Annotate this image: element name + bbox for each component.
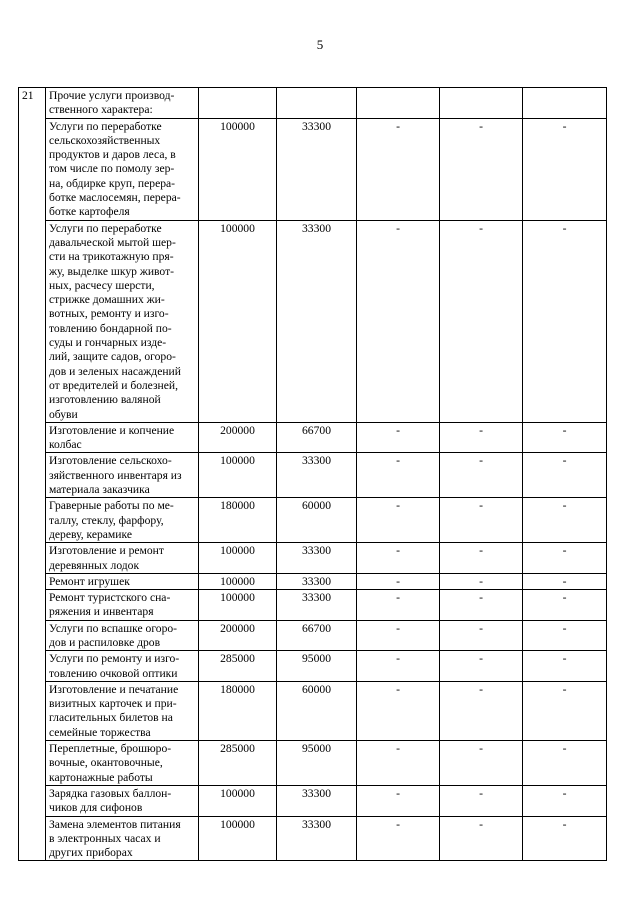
value-cell-2: 66700 <box>277 620 357 651</box>
table-row <box>19 590 607 621</box>
value-cell-2: 60000 <box>277 681 357 740</box>
value-cell-5: - <box>523 620 607 651</box>
value-cell-1: 200000 <box>199 422 277 453</box>
service-name-cell <box>46 453 199 498</box>
value-cell-5: - <box>523 453 607 498</box>
service-name-cell <box>46 498 199 543</box>
value-cell-3: - <box>357 498 440 543</box>
table-row <box>19 785 607 816</box>
service-name: Услуги по ремонту и изго- товлению очковой оптики <box>49 652 180 680</box>
service-name: Замена элементов питания в электронных часах и других приборах <box>49 817 181 860</box>
table-row <box>19 118 607 220</box>
value-cell-4: - <box>440 498 523 543</box>
value-cell-5: - <box>523 543 607 574</box>
value-cell-4: - <box>440 422 523 453</box>
value-cell-3: - <box>357 573 440 589</box>
value-cell-5: - <box>523 741 607 786</box>
value-cell-5: - <box>523 816 607 861</box>
value-cell-3: - <box>357 422 440 453</box>
value-cell-2: 33300 <box>277 543 357 574</box>
value-cell-1: 100000 <box>199 118 277 220</box>
service-name: Ремонт туристского сна- ряжения и инвентаря <box>49 591 171 619</box>
table-row <box>19 220 607 422</box>
value-cell-3: - <box>357 651 440 682</box>
value-cell-4: - <box>440 785 523 816</box>
value-cell-3: - <box>357 220 440 422</box>
value-cell-5: - <box>523 422 607 453</box>
service-name-cell <box>46 573 199 589</box>
value-cell-1: 285000 <box>199 651 277 682</box>
value-cell-4: - <box>440 118 523 220</box>
value-cell-1: 200000 <box>199 620 277 651</box>
value-cell-5: - <box>523 681 607 740</box>
table-row <box>19 816 607 861</box>
service-name: Зарядка газовых баллон- чиков для сифонов <box>49 786 172 815</box>
value-cell-4: - <box>440 741 523 786</box>
value-cell-2: 60000 <box>277 498 357 543</box>
table-row <box>19 651 607 682</box>
service-name-cell <box>46 543 199 574</box>
group-title-text: Прочие услуги производ- ственного характера: <box>49 89 175 117</box>
service-name-cell <box>46 816 199 861</box>
service-name: Переплетные, брошюро- вочные, окантовочные, картонажные работы <box>49 742 172 784</box>
row-number: 21 <box>19 88 46 861</box>
service-name-cell <box>46 590 199 621</box>
service-name-cell <box>46 785 199 816</box>
table-row <box>19 422 607 453</box>
service-name-cell <box>46 220 199 422</box>
value-cell-4: - <box>440 590 523 621</box>
value-cell-5: - <box>523 498 607 543</box>
value-cell-3: - <box>357 543 440 574</box>
value-cell-3: - <box>357 453 440 498</box>
value-cell-1: 100000 <box>199 816 277 861</box>
service-name-cell <box>46 681 199 740</box>
value-cell-5: - <box>523 220 607 422</box>
value-cell-5: - <box>523 573 607 589</box>
value-cell-1: 100000 <box>199 573 277 589</box>
value-cell-4: - <box>440 816 523 861</box>
services-table <box>18 87 607 861</box>
value-cell-2: 33300 <box>277 118 357 220</box>
value-cell-2: 33300 <box>277 220 357 422</box>
value-cell-3: - <box>357 741 440 786</box>
service-name: Услуги по переработке давальческой мытой шер- сти на трикотажную пря- жу, выделке шкур живот- ных, расчесу шерсти, стрижке домашних жи- вотных, ремонту и изго- товлению бондарной по- суды и гончарных изде- лий, защите садов, огоро- дов и зеленых насаждений от вредителей и болезней, изготовлению валяной обуви <box>49 221 181 421</box>
table-row <box>19 681 607 740</box>
value-cell-2: 95000 <box>277 651 357 682</box>
value-cell-2: 33300 <box>277 816 357 861</box>
page-number: 5 <box>316 37 324 52</box>
service-name: Услуги по переработке сельскохозяйственных продуктов и даров леса, в том числе по помолу зер- на, обдирке круп, перера- ботке маслосемян, перера- ботке картофеля <box>49 119 181 219</box>
table-row <box>19 498 607 543</box>
service-name: Ремонт игрушек <box>49 574 130 588</box>
value-cell-2: 66700 <box>277 422 357 453</box>
value-cell-1: 180000 <box>199 681 277 740</box>
value-cell-4: - <box>440 620 523 651</box>
value-cell-4: - <box>440 453 523 498</box>
value-cell-3: - <box>357 816 440 861</box>
service-name-cell <box>46 651 199 682</box>
table-row <box>19 620 607 651</box>
value-cell-2: 95000 <box>277 741 357 786</box>
value-cell-1: 100000 <box>199 453 277 498</box>
value-cell-1: 100000 <box>199 543 277 574</box>
value-cell-1: 285000 <box>199 741 277 786</box>
table-row <box>19 543 607 574</box>
service-name-cell <box>46 118 199 220</box>
service-name: Изготовление и печатание визитных карточек и при- гласительных билетов на семейные торжества <box>49 682 179 739</box>
empty-cell <box>440 88 523 119</box>
value-cell-3: - <box>357 620 440 651</box>
value-cell-5: - <box>523 590 607 621</box>
value-cell-5: - <box>523 651 607 682</box>
value-cell-1: 100000 <box>199 785 277 816</box>
group-header-row <box>19 88 607 119</box>
value-cell-4: - <box>440 651 523 682</box>
table-row <box>19 573 607 589</box>
value-cell-2: 33300 <box>277 590 357 621</box>
service-name: Граверные работы по ме- таллу, стеклу, фарфору, дереву, керамике <box>49 499 174 541</box>
value-cell-1: 180000 <box>199 498 277 543</box>
empty-cell <box>277 88 357 119</box>
group-title <box>46 88 199 119</box>
value-cell-4: - <box>440 573 523 589</box>
value-cell-2: 33300 <box>277 453 357 498</box>
value-cell-4: - <box>440 220 523 422</box>
value-cell-3: - <box>357 590 440 621</box>
value-cell-4: - <box>440 681 523 740</box>
value-cell-2: 33300 <box>277 785 357 816</box>
table-row <box>19 453 607 498</box>
service-name: Изготовление и копчение колбас <box>49 423 175 452</box>
service-name-cell <box>46 741 199 786</box>
empty-cell <box>357 88 440 119</box>
value-cell-2: 33300 <box>277 573 357 589</box>
value-cell-3: - <box>357 785 440 816</box>
value-cell-1: 100000 <box>199 220 277 422</box>
service-name: Услуги по вспашке огоро- дов и распиловке дров <box>49 621 178 649</box>
table-body <box>19 88 607 861</box>
value-cell-5: - <box>523 785 607 816</box>
value-cell-5: - <box>523 118 607 220</box>
service-name: Изготовление и ремонт деревянных лодок <box>49 544 164 572</box>
service-name-cell <box>46 422 199 453</box>
service-name-cell <box>46 620 199 651</box>
value-cell-3: - <box>357 681 440 740</box>
empty-cell <box>523 88 607 119</box>
service-name: Изготовление сельскохо- зяйственного инвентаря из материала заказчика <box>49 454 182 497</box>
value-cell-3: - <box>357 118 440 220</box>
empty-cell <box>199 88 277 119</box>
value-cell-4: - <box>440 543 523 574</box>
value-cell-1: 100000 <box>199 590 277 621</box>
table-row <box>19 741 607 786</box>
